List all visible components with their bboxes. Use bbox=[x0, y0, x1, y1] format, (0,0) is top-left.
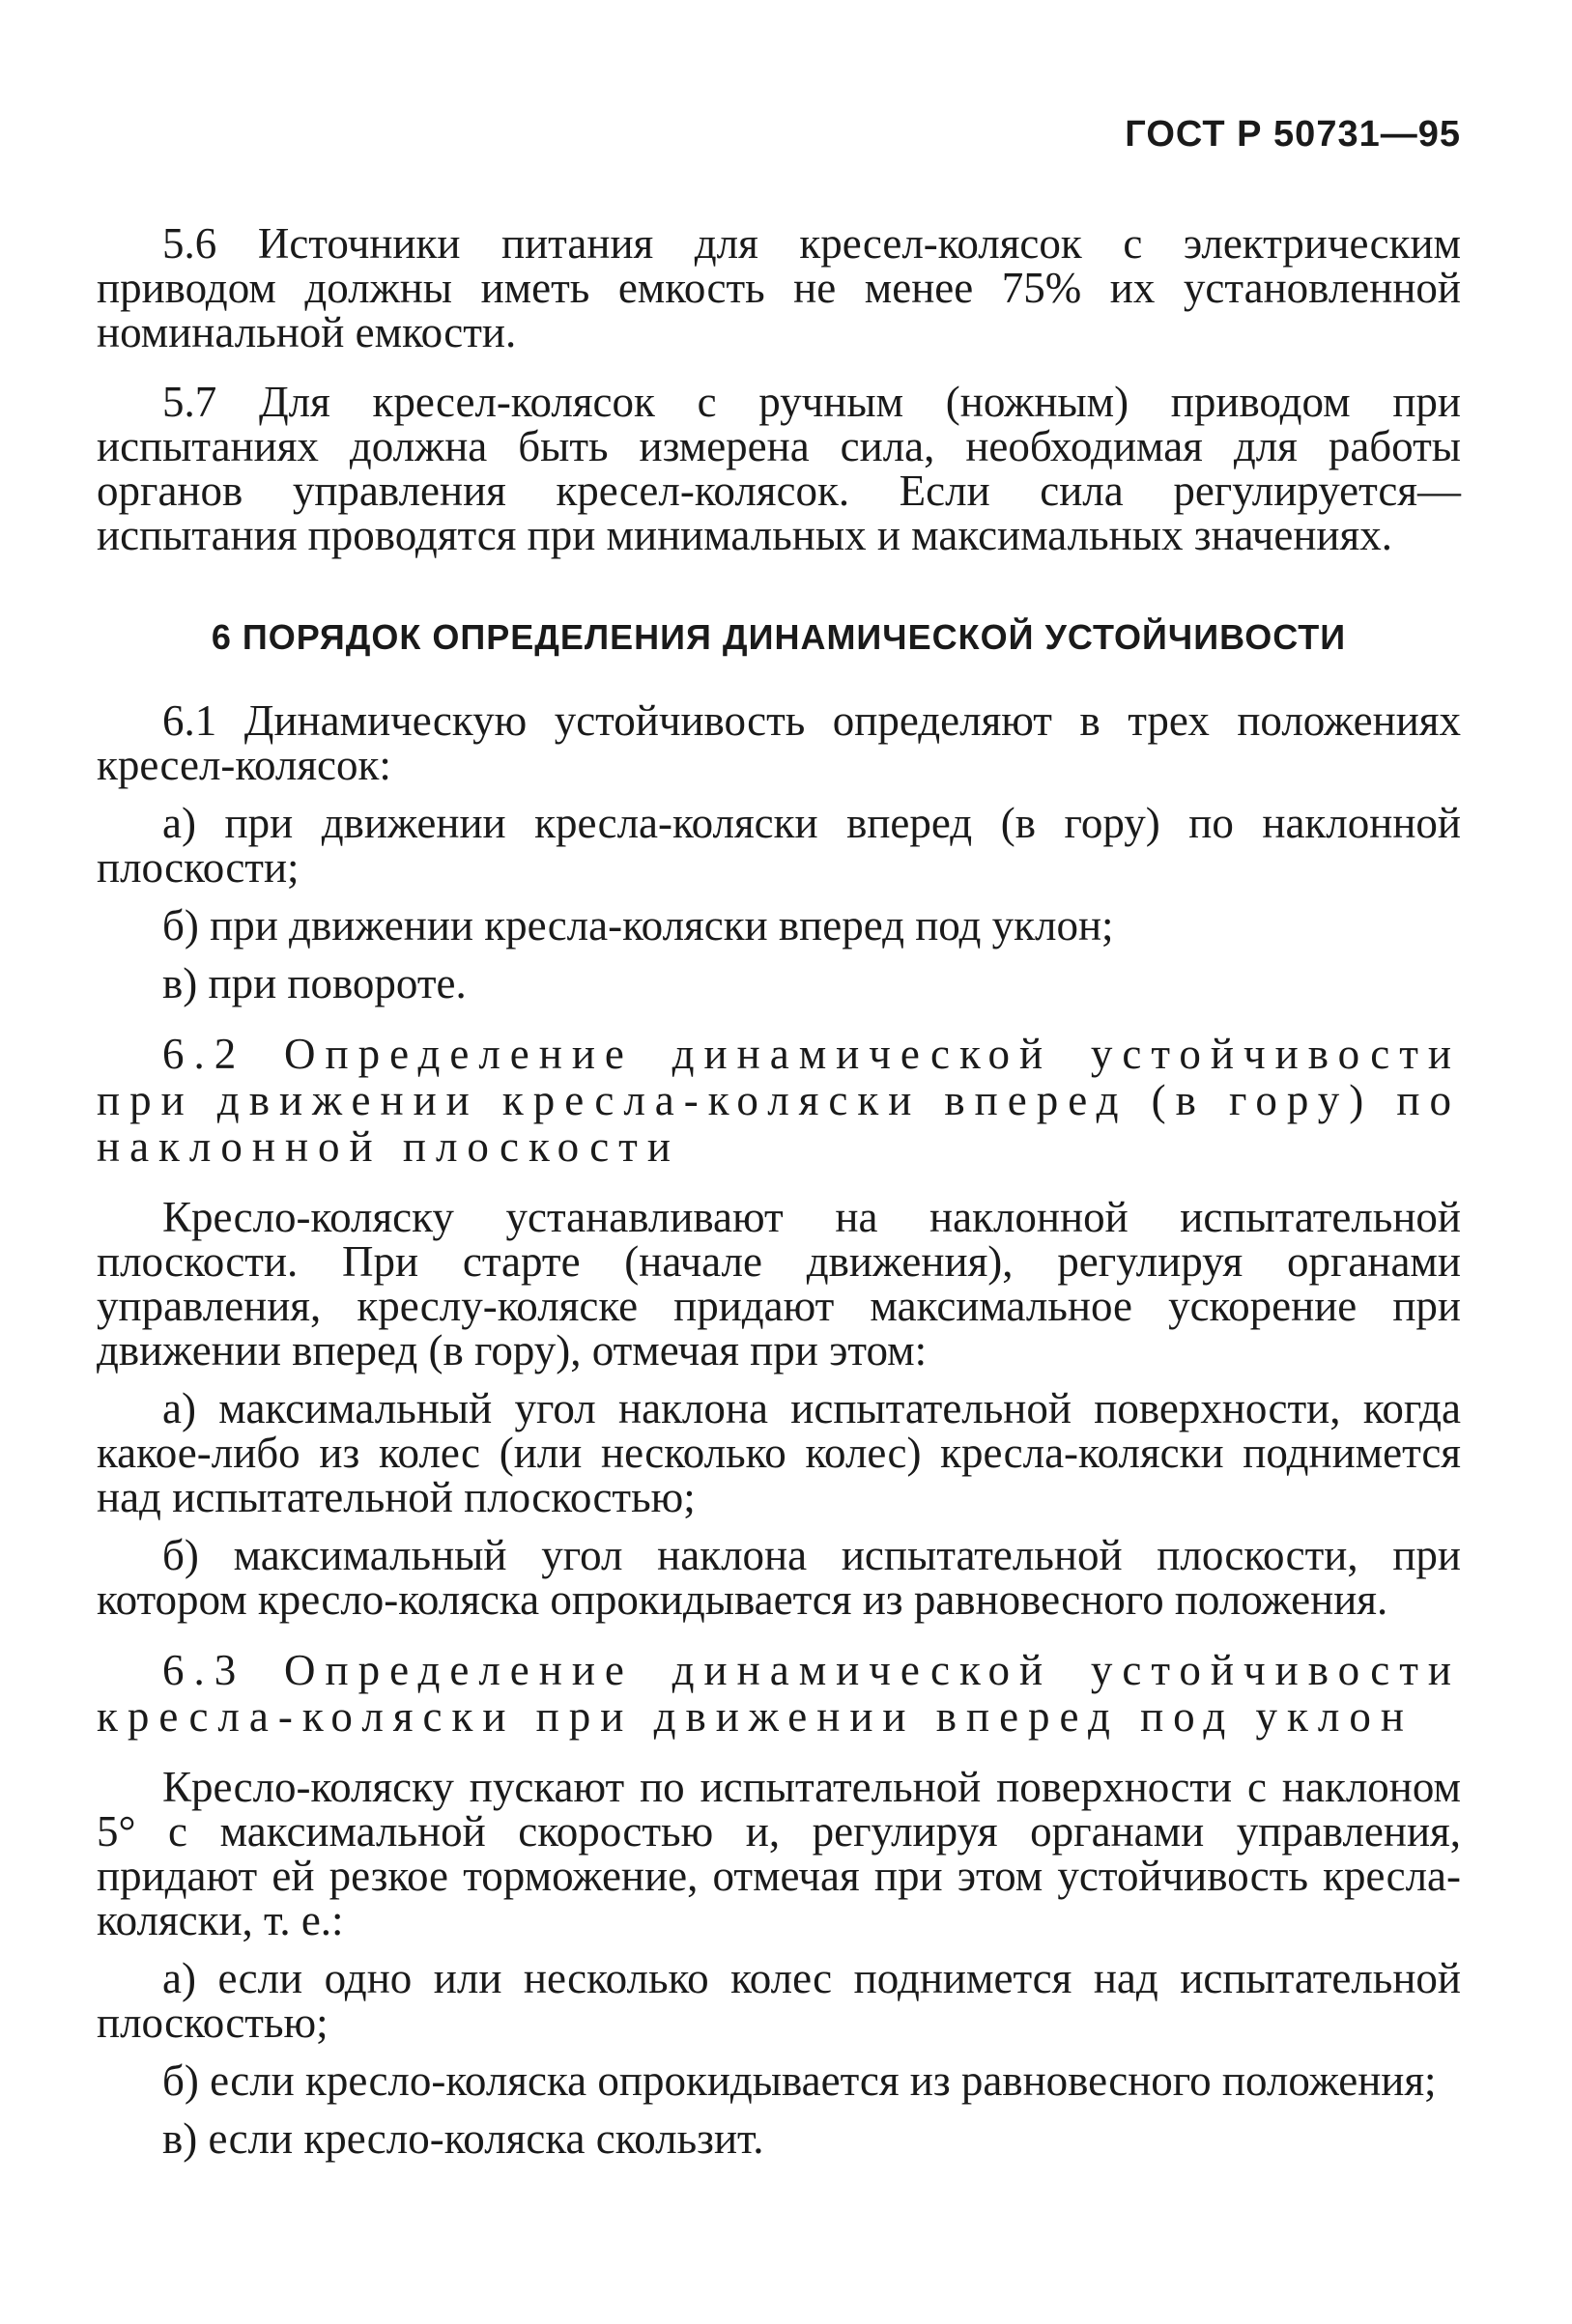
paragraph-5-6: 5.6 Источники питания для кресел-колясок с электрическим приводом должны иметь емкость не менее 75% их установленной номинальной емкости. bbox=[97, 219, 1461, 356]
document-code-header: ГОСТ Р 50731—95 bbox=[1125, 114, 1461, 155]
paragraph-6-3-item-c: в) если кресло-коляска скользит. bbox=[162, 2114, 764, 2163]
paragraph-6-3-item-b: б) если кресло-коляска опрокидывается из равновесного положения; bbox=[162, 2056, 1437, 2105]
paragraph-6-1: 6.1 Динамическую устойчивость определяют в трех положениях кресел-колясок: bbox=[97, 696, 1461, 789]
document-page bbox=[97, 114, 1461, 2161]
paragraph-6-2-item-a: а) максимальный угол наклона испытательной поверхности, когда какое-либо из колес (или несколько колес) кресла-коляски поднимется над испытательной плоскостью; bbox=[97, 1384, 1461, 1521]
subsection-6-2-title: 6.2 Определение динамической устойчивости при движении кресла-коляски вперед (в гору) по наклонной плоскости bbox=[97, 1030, 1461, 1171]
paragraph-6-2-item-b: б) максимальный угол наклона испытательной плоскости, при котором кресло-коляска опрокидывается из равновесного положения. bbox=[97, 1531, 1461, 1624]
paragraph-5-7: 5.7 Для кресел-колясок с ручным (ножным) приводом при испытаниях должна быть измерена сила, необходимая для работы органов управления кресел-колясок. Если сила регулируется— испытания проводятся при минимальных и максимальных значениях. bbox=[97, 378, 1461, 559]
paragraph-6-1-item-a: а) при движении кресла-коляски вперед (в гору) по наклонной плоскости; bbox=[97, 799, 1461, 892]
paragraph-6-3-body: Кресло-коляску пускают по испытательной поверхности с наклоном 5° с максимальной скоростью и, регулируя органами управления, придают ей резкое торможение, отмечая при этом устойчивость кресла-коляски, т. е.: bbox=[97, 1763, 1461, 1944]
paragraph-6-1-item-c: в) при повороте. bbox=[162, 959, 467, 1007]
paragraph-6-3-item-a: а) если одно или несколько колес поднимется над испытательной плоскостью; bbox=[97, 1954, 1461, 2047]
paragraph-6-2-body: Кресло-коляску устанавливают на наклонной испытательной плоскости. При старте (начале движения), регулируя органами управления, креслу-коляске придают максимальное ускорение при движении вперед (в гору), отмечая при этом: bbox=[97, 1193, 1461, 1375]
section-6-title: 6 ПОРЯДОК ОПРЕДЕЛЕНИЯ ДИНАМИЧЕСКОЙ УСТОЙЧИВОСТИ bbox=[211, 617, 1347, 657]
subsection-6-3-title: 6.3 Определение динамической устойчивости кресла-коляски при движении вперед под уклон bbox=[97, 1646, 1461, 1741]
paragraph-6-1-item-b: б) при движении кресла-коляски вперед под уклон; bbox=[162, 901, 1114, 949]
